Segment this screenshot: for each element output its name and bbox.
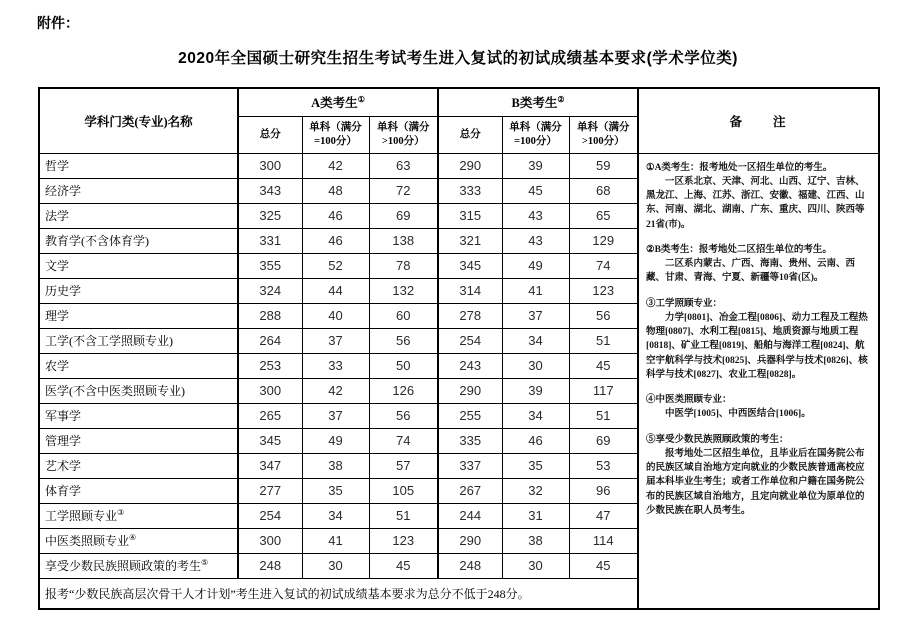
score-b-cell: 335	[438, 428, 502, 453]
subject-name: 体育学	[39, 478, 238, 503]
subject-name: 理学	[39, 303, 238, 328]
subject-name: 管理学	[39, 428, 238, 453]
score-b-cell: 30	[502, 353, 569, 378]
score-b-cell: 30	[502, 553, 569, 578]
score-b-cell: 69	[569, 428, 638, 453]
remark-note	[646, 433, 870, 519]
score-a-cell: 44	[302, 278, 369, 303]
score-b-cell: 32	[502, 478, 569, 503]
score-a-cell: 41	[302, 528, 369, 553]
header-a-total: 总分	[238, 116, 302, 153]
score-b-cell: 254	[438, 328, 502, 353]
score-b-cell: 321	[438, 228, 502, 253]
score-a-cell: 37	[302, 403, 369, 428]
score-b-cell: 290	[438, 153, 502, 178]
score-b-cell: 45	[502, 178, 569, 203]
header-subject-col: 学科门类(专业)名称	[39, 88, 238, 153]
score-a-cell: 300	[238, 528, 302, 553]
score-a-cell: 105	[369, 478, 438, 503]
score-b-cell: 46	[502, 428, 569, 453]
subject-name: 中医类照顾专业④	[39, 528, 238, 553]
remark-note	[646, 297, 870, 383]
score-b-cell: 47	[569, 503, 638, 528]
subject-name: 农学	[39, 353, 238, 378]
header-b-single-over100: 单科（满分>100分）	[569, 116, 638, 153]
score-a-cell: 63	[369, 153, 438, 178]
group-b-label: B类考生	[511, 96, 558, 111]
score-a-cell: 69	[369, 203, 438, 228]
score-b-cell: 290	[438, 378, 502, 403]
score-b-cell: 34	[502, 403, 569, 428]
attachment-label: 附件：	[37, 17, 79, 32]
score-a-cell: 48	[302, 178, 369, 203]
remark-note-head: ⑤享受少数民族照顾政策的考生：	[646, 434, 789, 445]
score-a-cell: 49	[302, 428, 369, 453]
score-a-cell: 78	[369, 253, 438, 278]
score-a-cell: 324	[238, 278, 302, 303]
score-a-cell: 72	[369, 178, 438, 203]
remark-note-head: ②B类考生：报考地处二区招生单位的考生。	[646, 244, 832, 255]
score-b-cell: 41	[502, 278, 569, 303]
score-b-cell: 43	[502, 228, 569, 253]
score-a-cell: 253	[238, 353, 302, 378]
header-a-single-100: 单科（满分=100分）	[302, 116, 369, 153]
score-b-cell: 51	[569, 403, 638, 428]
remark-note-head: ④中医类照顾专业：	[646, 395, 732, 405]
subject-name: 军事学	[39, 403, 238, 428]
score-b-cell: 45	[569, 353, 638, 378]
remark-note-body: 二区系内蒙古、广西、海南、贵州、云南、西藏、甘肃、青海、宁夏、新疆等10省(区)。	[646, 259, 856, 284]
score-b-cell: 333	[438, 178, 502, 203]
score-b-cell: 244	[438, 503, 502, 528]
score-a-cell: 51	[369, 503, 438, 528]
score-a-cell: 300	[238, 153, 302, 178]
score-b-cell: 248	[438, 553, 502, 578]
score-b-cell: 39	[502, 378, 569, 403]
subject-name: 艺术学	[39, 453, 238, 478]
score-b-cell: 267	[438, 478, 502, 503]
table-body	[39, 153, 879, 609]
score-a-cell: 74	[369, 428, 438, 453]
score-a-cell: 37	[302, 328, 369, 353]
subject-name: 工学(不含工学照顾专业)	[39, 328, 238, 353]
score-a-cell: 42	[302, 153, 369, 178]
subject-name: 工学照顾专业③	[39, 503, 238, 528]
remark-note-head: ③工学照顾专业：	[646, 298, 723, 309]
score-a-cell: 300	[238, 378, 302, 403]
remark-note-head: ①A类考生：报考地处一区招生单位的考生。	[646, 162, 833, 173]
header-row-groups	[39, 88, 879, 116]
score-a-cell: 265	[238, 403, 302, 428]
score-a-cell: 42	[302, 378, 369, 403]
footnote-ref: ⑤	[201, 558, 209, 567]
score-a-cell: 40	[302, 303, 369, 328]
subject-name: 医学(不含中医类照顾专业)	[39, 378, 238, 403]
score-b-cell: 56	[569, 303, 638, 328]
subject-name: 哲学	[39, 153, 238, 178]
score-b-cell: 49	[502, 253, 569, 278]
score-b-cell: 114	[569, 528, 638, 553]
score-b-cell: 345	[438, 253, 502, 278]
subject-name: 享受少数民族照顾政策的考生⑤	[39, 553, 238, 578]
score-a-cell: 30	[302, 553, 369, 578]
footnote-ref: ④	[129, 533, 137, 542]
minority-plan-footnote: 报考“少数民族高层次骨干人才计划”考生进入复试的初试成绩基本要求为总分不低于248分。	[39, 578, 638, 609]
subject-name: 教育学(不含体育学)	[39, 228, 238, 253]
score-a-cell: 46	[302, 228, 369, 253]
score-b-cell: 74	[569, 253, 638, 278]
score-b-cell: 43	[502, 203, 569, 228]
remark-note	[646, 161, 870, 232]
score-a-cell: 56	[369, 403, 438, 428]
score-table	[38, 87, 880, 610]
subject-name: 历史学	[39, 278, 238, 303]
score-b-cell: 123	[569, 278, 638, 303]
score-b-cell: 34	[502, 328, 569, 353]
subject-name: 经济学	[39, 178, 238, 203]
score-b-cell: 39	[502, 153, 569, 178]
score-b-cell: 117	[569, 378, 638, 403]
score-b-cell: 35	[502, 453, 569, 478]
score-a-cell: 50	[369, 353, 438, 378]
score-a-cell: 60	[369, 303, 438, 328]
score-a-cell: 277	[238, 478, 302, 503]
score-b-cell: 51	[569, 328, 638, 353]
score-a-cell: 254	[238, 503, 302, 528]
score-a-cell: 38	[302, 453, 369, 478]
remark-note-body: 报考地处二区招生单位，且毕业后在国务院公布的民族区域自治地方定向就业的少数民族普通高校应届本科毕业生考生；或者工作单位和户籍在国务院公布的民族区域自治地方，且定向就业单位为原单位的少数民族在职人员考生。	[646, 448, 865, 516]
score-b-cell: 255	[438, 403, 502, 428]
score-a-cell: 331	[238, 228, 302, 253]
subject-name: 法学	[39, 203, 238, 228]
group-a-footnote-ref: ①	[357, 95, 365, 105]
remark-note	[646, 243, 870, 286]
score-b-cell: 45	[569, 553, 638, 578]
score-b-cell: 314	[438, 278, 502, 303]
score-a-cell: 56	[369, 328, 438, 353]
score-a-cell: 325	[238, 203, 302, 228]
score-a-cell: 132	[369, 278, 438, 303]
score-a-cell: 345	[238, 428, 302, 453]
header-group-a	[238, 88, 438, 116]
score-b-cell: 38	[502, 528, 569, 553]
score-a-cell: 126	[369, 378, 438, 403]
score-b-cell: 129	[569, 228, 638, 253]
score-a-cell: 34	[302, 503, 369, 528]
score-a-cell: 57	[369, 453, 438, 478]
score-a-cell: 248	[238, 553, 302, 578]
remark-note-body: 中医学[1005]、中西医结合[1006]。	[665, 409, 811, 420]
remarks-cell	[638, 153, 879, 609]
score-b-cell: 59	[569, 153, 638, 178]
group-b-footnote-ref: ②	[557, 95, 565, 105]
score-a-cell: 264	[238, 328, 302, 353]
score-b-cell: 337	[438, 453, 502, 478]
remark-note-body: 一区系北京、天津、河北、山西、辽宁、吉林、黑龙江、上海、江苏、浙江、安徽、福建、江西、山东、河南、湖北、湖南、广东、重庆、四川、陕西等21省(市)。	[646, 176, 865, 230]
score-b-cell: 65	[569, 203, 638, 228]
score-a-cell: 138	[369, 228, 438, 253]
score-b-cell: 290	[438, 528, 502, 553]
header-b-single-100: 单科（满分=100分）	[502, 116, 569, 153]
score-a-cell: 46	[302, 203, 369, 228]
score-a-cell: 288	[238, 303, 302, 328]
score-b-cell: 278	[438, 303, 502, 328]
score-b-cell: 96	[569, 478, 638, 503]
score-b-cell: 315	[438, 203, 502, 228]
remark-note	[646, 393, 870, 422]
score-b-cell: 243	[438, 353, 502, 378]
header-group-b	[438, 88, 638, 116]
score-a-cell: 343	[238, 178, 302, 203]
header-b-total: 总分	[438, 116, 502, 153]
remark-note-body: 力学[0801]、冶金工程[0806]、动力工程及工程热物理[0807]、水利工程[0815]、地质资源与地质工程[0818]、矿业工程[0819]、船舶与海洋工程[0824]、航空宇航科学与技术[0825]、兵器科学与技术[0826]、核科学与技术[0827]、农业工程[0828]。	[646, 312, 868, 380]
footnote-ref: ③	[117, 508, 125, 517]
score-b-cell: 68	[569, 178, 638, 203]
score-a-cell: 35	[302, 478, 369, 503]
table-row	[39, 153, 879, 178]
score-a-cell: 355	[238, 253, 302, 278]
score-b-cell: 53	[569, 453, 638, 478]
score-a-cell: 33	[302, 353, 369, 378]
score-a-cell: 52	[302, 253, 369, 278]
subject-name: 文学	[39, 253, 238, 278]
score-b-cell: 37	[502, 303, 569, 328]
score-b-cell: 31	[502, 503, 569, 528]
score-a-cell: 45	[369, 553, 438, 578]
score-a-cell: 123	[369, 528, 438, 553]
group-a-label: A类考生	[311, 96, 358, 111]
header-a-single-over100: 单科（满分>100分）	[369, 116, 438, 153]
score-a-cell: 347	[238, 453, 302, 478]
page-title: 2020年全国硕士研究生招生考试考生进入复试的初试成绩基本要求(学术学位类)	[178, 50, 738, 67]
header-remarks-col: 备 注	[638, 88, 879, 153]
